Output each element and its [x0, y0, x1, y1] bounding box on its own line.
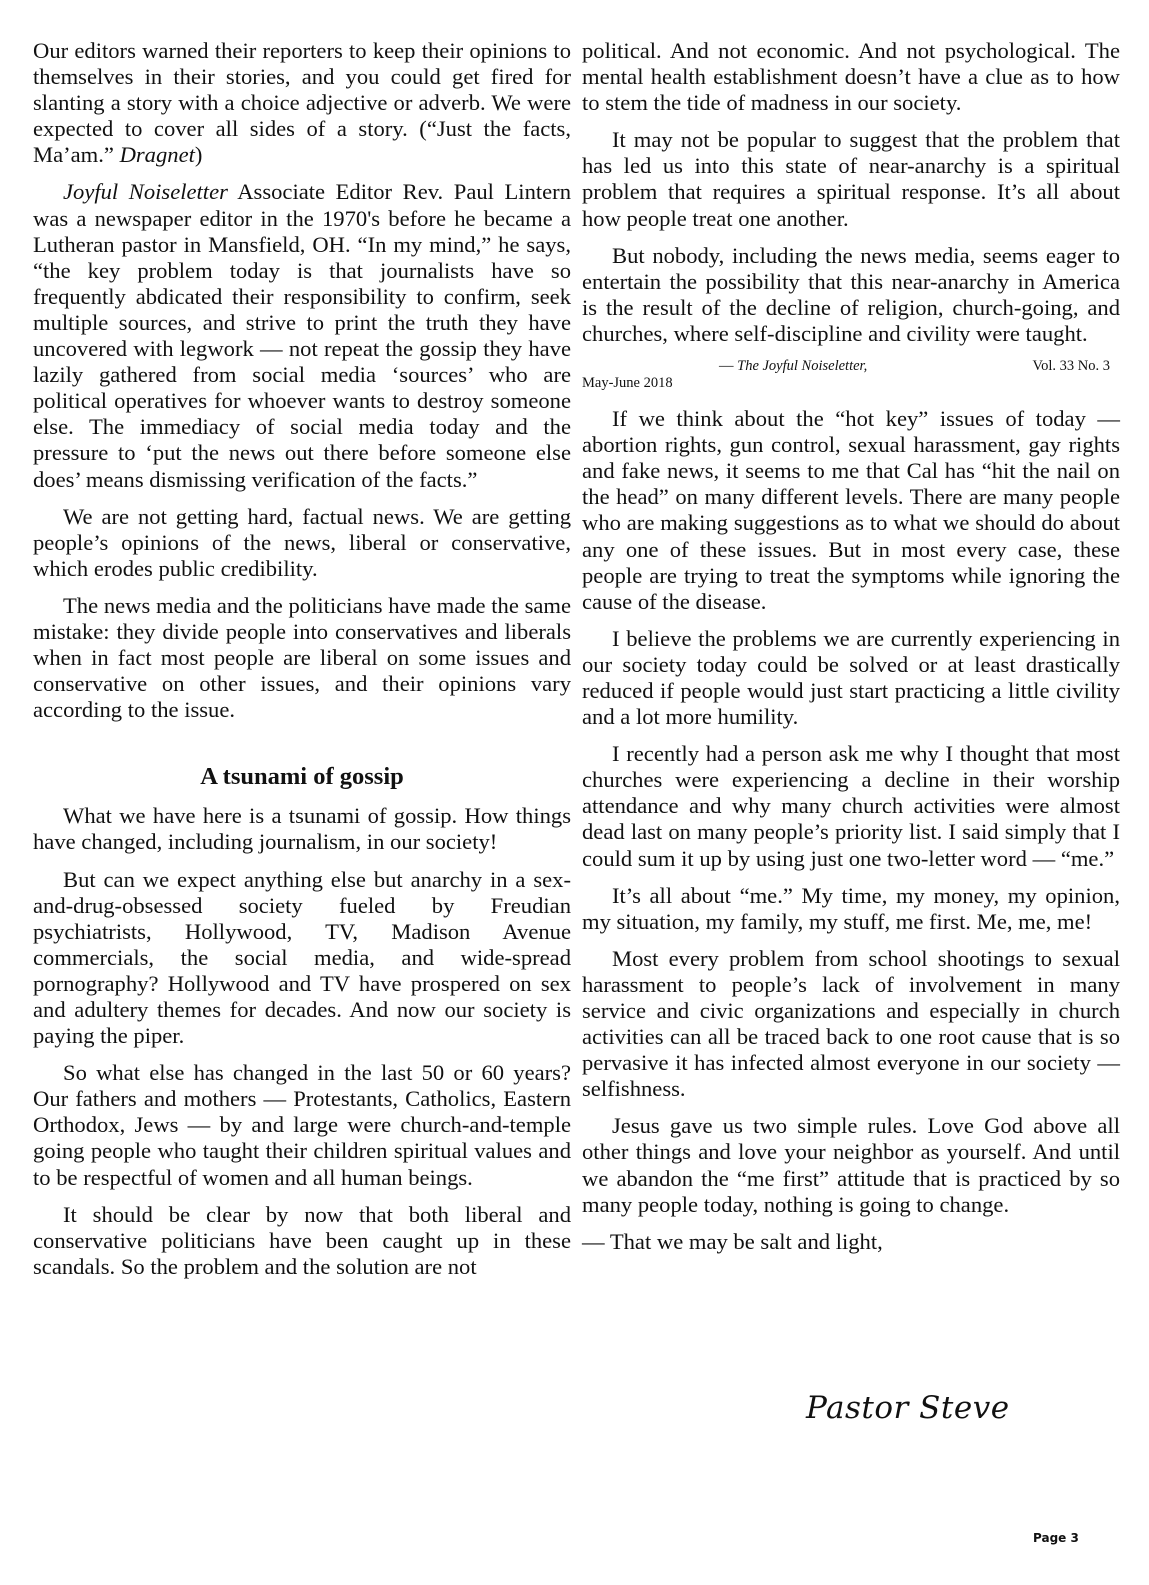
signature: Pastor Steve	[806, 1390, 1010, 1426]
paragraph: The news media and the politicians have made the same mistake: they divide people into conservatives and liberals when in fact most people are liberal on some issues and conservative on other issues, and their opinions vary according to the issue.	[33, 592, 571, 723]
paragraph: It’s all about “me.” My time, my money, my opinion, my situation, my family, my stuff, me first. Me, me, me!	[582, 882, 1120, 934]
paragraph: It should be clear by now that both liberal and conservative politicians have been caught up in these scandals. So the problem and the solution are not	[33, 1201, 571, 1279]
attribution-date: May-June 2018	[582, 375, 673, 392]
paragraph: political. And not economic. And not psychological. The mental health establishment doesn’t have a clue as to how to stem the tide of madness in our society.	[582, 38, 1120, 116]
section-heading: A tsunami of gossip	[200, 763, 404, 791]
paragraph: So what else has changed in the last 50 or 60 years? Our fathers and mothers — Protestants, Catholics, Eastern Orthodox, Jews — by and large were church-and-temple going people who taught their children spiritual values and to be respectful of women and all human beings.	[33, 1060, 571, 1190]
paragraph: If we think about the “hot key” issues of today — abortion rights, gun control, sexual harassment, gay rights and fake news, it seems to me that Cal has “hit the nail on the head” on many different levels. There are many people who are making suggestions as to what we should do about any one of these issues. But in most every case, these people are trying to treat the symptoms while ignoring the cause of the disease.	[582, 406, 1120, 614]
paragraph: Our editors warned their reporters to keep their opinions to themselves in their stories, and you could get fired for slanting a story with a choice adjective or adverb. We were expected to cover all sides of a story. (“Just the facts, Ma’am.” Dragnet)	[33, 38, 571, 168]
source-attribution	[582, 358, 1120, 392]
paragraph: I recently had a person ask me why I thought that most churches were experiencing a decline in their worship attendance and why many church activities were almost dead last on many people’s priority list. I said simply that I could sum it up by using just one two-letter word — “me.”	[582, 741, 1120, 871]
paragraph: But can we expect anything else but anarchy in a sex-and-drug-obsessed society fueled by Freudian psychiatrists, Hollywood, TV, Madison Avenue commercials, the social media, and wide-spread pornography? Hollywood and TV have prospered on sex and adultery themes for decades. And now our society is paying the piper.	[33, 866, 571, 1049]
paragraph: It may not be popular to suggest that the problem that has led us into this state of near-anarchy is a spiritual problem that requires a spiritual response. It’s all about how people treat one another.	[582, 127, 1120, 231]
closing-line: — That we may be salt and light,	[582, 1228, 883, 1254]
paragraph: I believe the problems we are currently experiencing in our society today could be solved or at least drastically reduced if people would just start practicing a little civility and a lot more humility.	[582, 625, 1120, 730]
paragraph: But nobody, including the news media, seems eager to entertain the possibility that this near-anarchy in America is the result of the decline of religion, church-going, and churches, where self-discipline and civility were taught.	[582, 242, 1120, 346]
left-column	[33, 38, 571, 1291]
paragraph: Jesus gave us two simple rules. Love God above all other things and love your neighbor as yourself. And until we abandon the “me first” attitude that is practiced by so many people today, nothing is going to change.	[582, 1113, 1120, 1217]
paragraph: Joyful Noiseletter Associate Editor Rev. Paul Lintern was a newspaper editor in the 1970's before he became a Lutheran pastor in Mansfield, OH. “In my mind,” he says, “the key problem today is that journalists have so frequently abdicated their responsibility to confirm, seek multiple sources, and strive to print the truth they have uncovered with legwork — not repeat the gossip they have lazily gathered from social media ‘sources’ who are political operatives for whoever wants to destroy someone else. The immediacy of social media today and the pressure to ‘put the news out there before someone else does’ means dismissing verification of the facts.”	[33, 179, 571, 492]
attribution-source: — The Joyful Noiseletter,	[719, 358, 868, 375]
paragraph: What we have here is a tsunami of gossip. How things have changed, including journalism, in our society!	[33, 803, 571, 855]
attribution-volume: Vol. 33 No. 3	[1032, 358, 1110, 375]
right-column	[582, 38, 1120, 1266]
paragraph: Most every problem from school shootings to sexual harassment to people’s lack of involvement in many service and civic organizations and especially in church activities can all be traced back to one root cause that is so pervasive it has infected almost everyone in our society — selfishness.	[582, 945, 1120, 1102]
paragraph: We are not getting hard, factual news. We are getting people’s opinions of the news, liberal or conservative, which erodes public credibility.	[33, 503, 571, 581]
page-number: Page 3	[1033, 1531, 1079, 1545]
